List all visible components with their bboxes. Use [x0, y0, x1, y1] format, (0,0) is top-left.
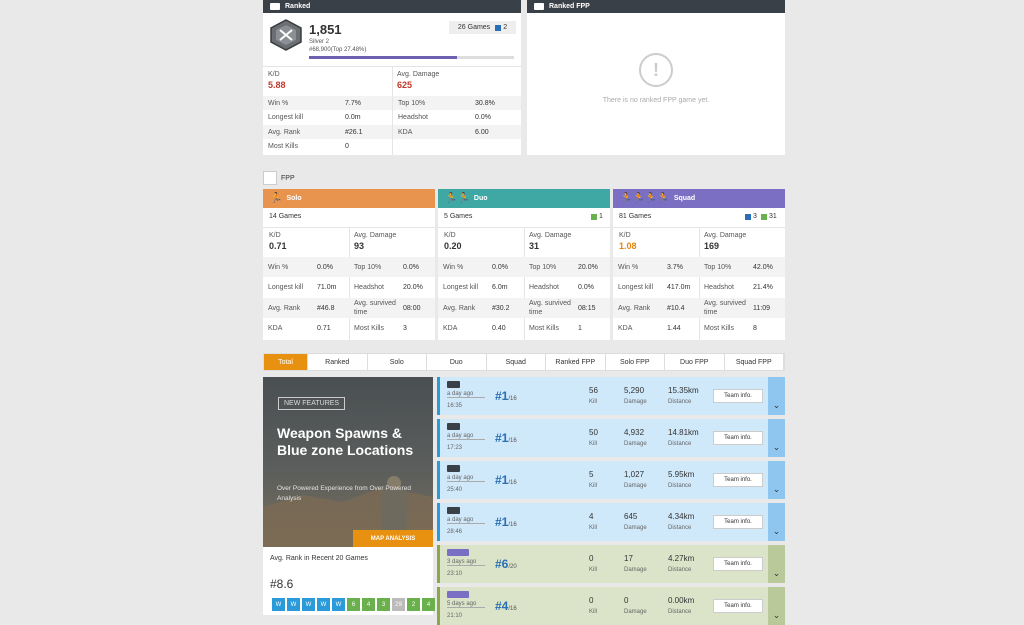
ranked-fpp-card — [527, 0, 785, 155]
match-accent-bar — [437, 461, 440, 499]
recent-result: W — [317, 598, 330, 611]
stat-value: 0 — [345, 143, 349, 150]
recent-result: W — [332, 598, 345, 611]
match-row — [437, 503, 785, 541]
stat-value: 71.0m — [317, 284, 337, 291]
recent-result: W — [287, 598, 300, 611]
ranked-mode-icon — [447, 381, 460, 388]
recent-result: W — [272, 598, 285, 611]
chevron-down-icon: ⌄ — [772, 568, 781, 578]
stat-label: Headshot — [398, 114, 428, 121]
ranked-fpp-title: Ranked FPP — [549, 3, 590, 10]
stat-label: Most Kills — [354, 325, 384, 332]
mode-card-duo — [438, 189, 610, 340]
avg-damage-value: 93 — [354, 241, 365, 251]
kd-label: K/D — [444, 232, 456, 239]
kill-label: Kill — [589, 399, 598, 405]
mode-badge — [591, 213, 603, 220]
ranked-header — [263, 0, 521, 13]
damage-label: Damage — [624, 567, 647, 573]
match-row — [437, 377, 785, 415]
damage-label: Damage — [624, 399, 647, 405]
stat-value: 6.0m — [492, 284, 508, 291]
badge-icon — [745, 214, 751, 220]
badge-icon — [761, 214, 767, 220]
stat-value: 417.0m — [667, 284, 691, 291]
stat-value: 7.7% — [345, 99, 361, 107]
mode-stat-row — [438, 278, 610, 298]
kill-label: Kill — [589, 483, 598, 489]
tab-total[interactable]: Total — [264, 354, 308, 370]
match-ago: 5 days ago — [447, 601, 485, 608]
mode-stat-row — [613, 278, 785, 298]
ad-badge: NEW FEATURES — [278, 397, 345, 410]
stat-label: Avg. survived time — [354, 300, 396, 316]
chevron-down-icon: ⌄ — [772, 400, 781, 410]
mode-stat-row — [613, 257, 785, 277]
stat-value: 20.0% — [578, 263, 598, 271]
match-accent-bar — [437, 419, 440, 457]
match-time: 25:40 — [447, 487, 463, 493]
ranked-stat-row — [393, 111, 521, 125]
avg-damage-value: 31 — [529, 241, 540, 251]
stat-label: Headshot — [704, 284, 734, 291]
mode-title: Duo — [473, 195, 488, 202]
match-ago: a day ago — [447, 517, 485, 524]
match-rank-value: #1 — [495, 389, 509, 403]
win-badge — [495, 24, 507, 31]
badge-count: 31 — [769, 213, 777, 220]
match-distance: 4.27km — [668, 554, 695, 563]
match-rank-total: /20 — [508, 564, 517, 570]
stat-label: Avg. Rank — [268, 128, 301, 136]
match-damage: 1,027 — [624, 470, 645, 479]
tab-ranked-fpp[interactable]: Ranked FPP — [546, 354, 606, 370]
stat-label: Headshot — [529, 284, 559, 291]
stat-label: Avg. survived time — [704, 300, 746, 316]
mode-stat-row — [438, 257, 610, 277]
kill-label: Kill — [589, 567, 598, 573]
mode-stat-row — [438, 319, 610, 339]
mode-header — [438, 189, 610, 208]
expand-button[interactable] — [768, 503, 785, 541]
stat-value: 0.0% — [475, 114, 491, 121]
stat-label: Top 10% — [529, 263, 557, 271]
badge-count: 1 — [599, 213, 603, 220]
recent-result: 6 — [347, 598, 360, 611]
kill-label: Kill — [589, 525, 598, 531]
runner-icon: 🏃🏃 — [445, 193, 470, 204]
stat-value: 0.40 — [492, 325, 506, 332]
match-row — [437, 419, 785, 457]
damage-label: Damage — [624, 609, 647, 615]
ranked-mode-icon — [447, 465, 460, 472]
mode-header — [613, 189, 785, 208]
mode-games: 81 Games — [619, 213, 652, 220]
stat-value: 0.0% — [317, 263, 333, 271]
mode-card-squad — [613, 189, 785, 340]
match-distance: 14.81km — [668, 428, 699, 437]
fpp-checkbox[interactable] — [263, 171, 277, 185]
match-row — [437, 545, 785, 583]
match-rank-value: #1 — [495, 473, 509, 487]
stat-value: 08:15 — [578, 304, 596, 312]
stat-value: 0.0m — [345, 114, 361, 121]
stat-label: Most Kills — [529, 325, 559, 332]
ranked-stat-row — [393, 125, 521, 139]
match-rank — [495, 515, 517, 529]
match-kills: 4 — [589, 512, 594, 521]
match-rank-value: #1 — [495, 431, 509, 445]
expand-button[interactable] — [768, 461, 785, 499]
stat-label: Win % — [618, 263, 639, 271]
tab-solo-fpp[interactable]: Solo FPP — [606, 354, 666, 370]
tab-squad[interactable]: Squad — [487, 354, 547, 370]
match-damage: 5,290 — [624, 386, 645, 395]
expand-button[interactable] — [768, 377, 785, 415]
team-info-button[interactable]: Team info. — [713, 389, 763, 403]
match-row — [437, 587, 785, 625]
match-accent-bar — [437, 545, 440, 583]
chevron-down-icon: ⌄ — [772, 442, 781, 452]
mode-stat-row — [613, 298, 785, 318]
match-rank — [495, 389, 517, 403]
match-kills: 56 — [589, 386, 598, 395]
distance-label: Distance — [668, 399, 692, 405]
kd-label: K/D — [619, 232, 631, 239]
stat-value: #30.2 — [492, 304, 510, 312]
match-accent-bar — [437, 503, 440, 541]
mode-stat-row — [613, 319, 785, 339]
runner-icon: 🏃 — [270, 193, 283, 204]
kill-label: Kill — [589, 441, 598, 447]
mode-stat-row — [263, 298, 435, 318]
recent-result: 2 — [407, 598, 420, 611]
kd-value: 0.20 — [444, 241, 462, 251]
avg-damage-label: Avg. Damage — [397, 71, 440, 78]
match-rank — [495, 557, 517, 571]
ad-title: Weapon Spawns & Blue zone Locations — [277, 425, 414, 458]
stat-label: Avg. Rank — [268, 304, 301, 312]
match-time: 21:10 — [447, 613, 463, 619]
team-info-button[interactable]: Team info. — [713, 515, 763, 529]
rank-progress-fill — [309, 56, 457, 59]
ranked-fpp-empty: There is no ranked FPP game yet. — [602, 97, 710, 104]
match-rank-total: /16 — [508, 396, 517, 402]
tab-squad-fpp[interactable]: Squad FPP — [725, 354, 785, 370]
match-rank-total: /16 — [508, 438, 517, 444]
stat-value: #46.8 — [317, 304, 335, 312]
mode-stat-row — [263, 257, 435, 277]
stat-label: KDA — [398, 128, 413, 136]
stat-value: 3.7% — [667, 263, 683, 271]
stat-label: Most Kills — [268, 143, 298, 150]
match-time: 28:46 — [447, 529, 463, 535]
mode-games: 14 Games — [269, 213, 302, 220]
stat-value: 0.0% — [492, 263, 508, 271]
stat-label: Top 10% — [704, 263, 732, 271]
squad-mode-icon — [447, 591, 469, 598]
mode-card-solo — [263, 189, 435, 340]
match-ago: a day ago — [447, 433, 485, 440]
kd-value: 0.71 — [269, 241, 287, 251]
recent-result: W — [302, 598, 315, 611]
fpp-label: FPP — [281, 175, 295, 182]
avg-damage-label: Avg. Damage — [529, 232, 572, 239]
ranked-mode-icon — [447, 507, 460, 514]
ranked-stat-row — [263, 111, 392, 125]
damage-label: Damage — [624, 525, 647, 531]
match-rank-total: /16 — [508, 480, 517, 486]
mode-title: Solo — [286, 195, 302, 202]
stat-label: Most Kills — [704, 325, 734, 332]
kd-label: K/D — [268, 71, 280, 78]
match-row — [437, 461, 785, 499]
ranked-stat-row — [263, 140, 392, 154]
ranked-icon — [270, 3, 280, 10]
stat-label: KDA — [443, 325, 458, 332]
rank-progress-track — [309, 56, 514, 59]
stat-value: 6.00 — [475, 128, 489, 136]
chevron-down-icon: ⌄ — [772, 484, 781, 494]
mode-tabs — [263, 353, 785, 371]
chevron-down-icon: ⌄ — [772, 610, 781, 620]
mode-stat-row — [438, 298, 610, 318]
match-distance: 5.95km — [668, 470, 695, 479]
ad-banner[interactable] — [263, 377, 433, 547]
match-rank — [495, 473, 517, 487]
stat-value: 8 — [753, 325, 757, 332]
stat-value: #10.4 — [667, 304, 685, 312]
damage-label: Damage — [624, 441, 647, 447]
match-damage: 0 — [624, 596, 629, 605]
team-info-button[interactable]: Team info. — [713, 473, 763, 487]
stat-value: 3 — [403, 325, 407, 332]
avg-damage-value: 625 — [397, 80, 413, 90]
ranked-fpp-header — [527, 0, 785, 13]
stat-value: #26.1 — [345, 128, 363, 136]
distance-label: Distance — [668, 441, 692, 447]
ranked-mode-icon — [447, 423, 460, 430]
match-kills: 5 — [589, 470, 594, 479]
match-damage: 645 — [624, 512, 638, 521]
stat-label: KDA — [618, 325, 633, 332]
stat-label: KDA — [268, 325, 283, 332]
stat-label: Win % — [268, 99, 289, 107]
stat-value: 11:09 — [753, 304, 770, 312]
avg-damage-label: Avg. Damage — [354, 232, 397, 239]
kill-label: Kill — [589, 609, 598, 615]
stat-label: Avg. survived time — [529, 300, 571, 316]
tab-ranked[interactable]: Ranked — [308, 354, 368, 370]
expand-button[interactable] — [768, 587, 785, 625]
team-info-button[interactable]: Team info. — [713, 431, 763, 445]
expand-button[interactable] — [768, 419, 785, 457]
stat-label: Longest kill — [443, 284, 479, 291]
distance-label: Distance — [668, 609, 692, 615]
kd-label: K/D — [269, 232, 281, 239]
stat-label: Longest kill — [268, 284, 304, 291]
kd-value: 1.08 — [619, 241, 637, 251]
recent-result: 4 — [422, 598, 435, 611]
ad-subtitle: Over Powered Experience from Over Powered Analysis — [277, 485, 412, 502]
expand-button[interactable] — [768, 545, 785, 583]
ranked-stat-row — [263, 125, 392, 139]
runner-icon: 🏃🏃🏃🏃 — [620, 193, 670, 204]
recent-label: Avg. Rank in Recent 20 Games — [270, 555, 368, 562]
map-analysis-button[interactable]: MAP ANALYSIS — [353, 530, 433, 547]
stat-value: 1 — [578, 325, 582, 332]
stat-label: Avg. Rank — [443, 304, 476, 312]
ranked-title: Ranked — [285, 3, 311, 10]
match-rank-total: /16 — [508, 522, 517, 528]
stat-label: Win % — [268, 263, 289, 271]
stat-value: 0.0% — [403, 263, 419, 271]
recent-value: #8.6 — [270, 577, 294, 591]
mode-badge — [745, 213, 757, 220]
match-distance: 15.35km — [668, 386, 699, 395]
match-ago: 3 days ago — [447, 559, 485, 566]
stat-value: 0.0% — [578, 284, 594, 291]
damage-label: Damage — [624, 483, 647, 489]
match-ago: a day ago — [447, 475, 485, 482]
match-accent-bar — [437, 377, 440, 415]
recent-result: 29 — [392, 598, 405, 611]
tier-emblem-icon — [269, 19, 303, 51]
ranked-stat-row — [263, 96, 392, 110]
games-pill — [449, 21, 516, 34]
stat-value: 1.44 — [667, 325, 681, 332]
distance-label: Distance — [668, 567, 692, 573]
mode-title: Squad — [673, 195, 696, 202]
match-ago: a day ago — [447, 391, 485, 398]
tab-solo[interactable]: Solo — [368, 354, 428, 370]
win-badge-count: 2 — [503, 24, 508, 31]
avg-damage-value: 169 — [704, 241, 720, 251]
match-time: 17:23 — [447, 445, 463, 451]
stat-value: 21.4% — [753, 284, 773, 291]
match-rank-value: #4 — [495, 599, 509, 613]
badge-count: 3 — [753, 213, 757, 220]
stat-value: 30.8% — [475, 99, 495, 107]
match-rank — [495, 599, 517, 613]
distance-label: Distance — [668, 483, 692, 489]
avg-damage-label: Avg. Damage — [704, 232, 747, 239]
stat-label: Win % — [443, 263, 464, 271]
squad-mode-icon — [447, 549, 469, 556]
team-info-button[interactable]: Team info. — [713, 557, 763, 571]
match-rank-value: #1 — [495, 515, 509, 529]
match-kills: 0 — [589, 596, 594, 605]
tab-duo-fpp[interactable]: Duo FPP — [665, 354, 725, 370]
stat-label: Top 10% — [398, 99, 426, 107]
rank-position: #68,900(Top 27.48%) — [309, 47, 367, 53]
tab-duo[interactable]: Duo — [427, 354, 487, 370]
blue-badge-icon — [495, 25, 501, 31]
match-distance: 4.34km — [668, 512, 695, 521]
mode-stat-row — [263, 278, 435, 298]
ranked-card — [263, 0, 521, 155]
match-accent-bar — [437, 587, 440, 625]
exclamation-icon: ! — [639, 53, 673, 87]
match-kills: 0 — [589, 554, 594, 563]
kd-value: 5.88 — [268, 80, 286, 90]
mode-header — [263, 189, 435, 208]
match-damage: 17 — [624, 554, 633, 563]
mode-games: 5 Games — [444, 213, 473, 220]
recent-result: 4 — [362, 598, 375, 611]
stat-value: 42.0% — [753, 263, 773, 271]
stat-value: 0.71 — [317, 325, 331, 332]
match-rank-value: #6 — [495, 557, 509, 571]
recent-result: 3 — [377, 598, 390, 611]
badge-icon — [591, 214, 597, 220]
stat-value: 20.0% — [403, 284, 423, 291]
match-damage: 4,932 — [624, 428, 645, 437]
recent-results — [272, 598, 435, 611]
stat-label: Longest kill — [268, 114, 304, 121]
stat-label: Headshot — [354, 284, 384, 291]
rating-value: 1,851 — [309, 22, 342, 37]
distance-label: Distance — [668, 525, 692, 531]
chevron-down-icon: ⌄ — [772, 526, 781, 536]
match-time: 16:35 — [447, 403, 463, 409]
games-count: 26 Games — [457, 24, 491, 31]
match-kills: 50 — [589, 428, 598, 437]
team-info-button[interactable]: Team info. — [713, 599, 763, 613]
stat-value: 08:00 — [403, 304, 421, 312]
mode-stat-row — [263, 319, 435, 339]
stat-label: Longest kill — [618, 284, 654, 291]
match-time: 23:10 — [447, 571, 463, 577]
ranked-stat-row — [393, 96, 521, 110]
mode-badge — [761, 213, 777, 220]
match-rank — [495, 431, 517, 445]
tier-name: Silver 2 — [309, 39, 330, 45]
stat-label: Top 10% — [354, 263, 382, 271]
ranked-fpp-icon — [534, 3, 544, 10]
stat-label: Avg. Rank — [618, 304, 651, 312]
match-distance: 0.00km — [668, 596, 695, 605]
match-rank-total: /16 — [508, 606, 517, 612]
